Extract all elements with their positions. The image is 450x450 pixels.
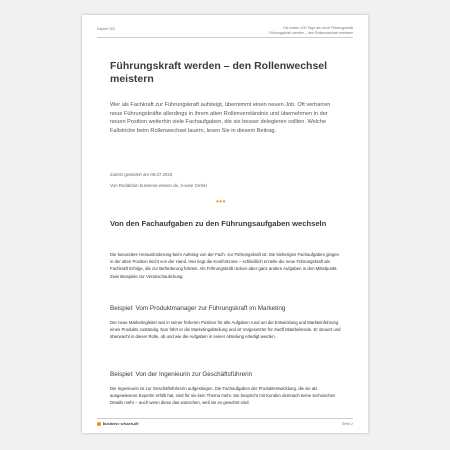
chapter-label: Kapitel 203 — [97, 27, 115, 31]
updated-date: Zuletzt geändert am 06.07.2023 — [110, 172, 173, 177]
example-1-heading: Beispiel: Vom Produktmanager zur Führungskraft im Marketing — [110, 305, 286, 312]
document-page — [82, 15, 368, 433]
lead-paragraph: Wer als Fachkraft zur Führungskraft aufsteigt, übernimmt einen neuen Job. Oft verharren neue Führungskräfte allerdings in ihrem alten Rollenverständnis und übernehmen in der neuen Position weiterhin viele Fachaufgaben, die sie besser delegieren sollten. Welche Fallstricke beim Rollenwechsel lauern, lesen Sie in diesem Beitrag. — [110, 102, 331, 134]
example-2-heading: Beispiel: Von der Ingenieurin zur Geschäftsführerin — [110, 371, 253, 378]
example-1-paragraph: Der neue Marketingleiter war in seiner früheren Position für alle Aufgaben rund um die Entwicklung und Markteinführung eines Produkts zuständig. Nun führt er die Marketingabteilung und ist Vorgesetzter für zwölf Mitarbeitende. Er steuert und überwacht in dieser Rolle, ob und wie die Aufgaben in seiner Abteilung erledigt werden. — [110, 320, 341, 340]
logo-dot-icon — [97, 422, 101, 426]
footer-logo — [97, 421, 139, 426]
page-number: Seite 2 — [341, 422, 353, 426]
section-divider-dots: ••• — [216, 197, 226, 206]
section-intro-paragraph: Die besondere Herausforderung beim Aufstieg von der Fach- zur Führungskraft ist: Die bisherigen Fachaufgaben gingen in der alten Position leicht von der Hand. Hier liegt die Komfortzone – schließlich erzielte die neue Führungskraft als Fachkraft Erfolge, die zur Beförderung führten. Als Führungskraft rücken aber ganz andere Aufgaben in den Mittelpunkt. Zwei Beispiele zur Veranschaulichung. — [110, 252, 340, 279]
logo-text: business-wissen.de — [103, 421, 139, 426]
running-header-line-2: Führungskraft werden – den Rollenwechsel meistern — [269, 31, 353, 36]
header-divider — [97, 37, 353, 38]
example-2-paragraph: Die Ingenieurin ist zur Geschäftsführerin aufgestiegen. Die Fachaufgaben der Produktentwicklung, die sie als ausgewiesene Expertin erfüllt hat, sind für sie kein Thema mehr. Sie bespricht mit Kunden demnach keine technischen Details mehr – auch wenn diese das wünschen, weil sie es gewohnt sind. — [110, 386, 336, 406]
running-header — [269, 26, 353, 36]
author-line: Von Redaktion business-wissen.de, b-wise GmbH — [110, 183, 208, 188]
page-title: Führungskraft werden – den Rollenwechsel meistern — [110, 60, 328, 85]
footer-divider — [97, 418, 353, 419]
section-heading: Von den Fachaufgaben zu den Führungsaufgaben wechseln — [110, 219, 327, 228]
running-header-line-1: Die ersten 100 Tage als neue Führungskraft — [283, 26, 353, 30]
